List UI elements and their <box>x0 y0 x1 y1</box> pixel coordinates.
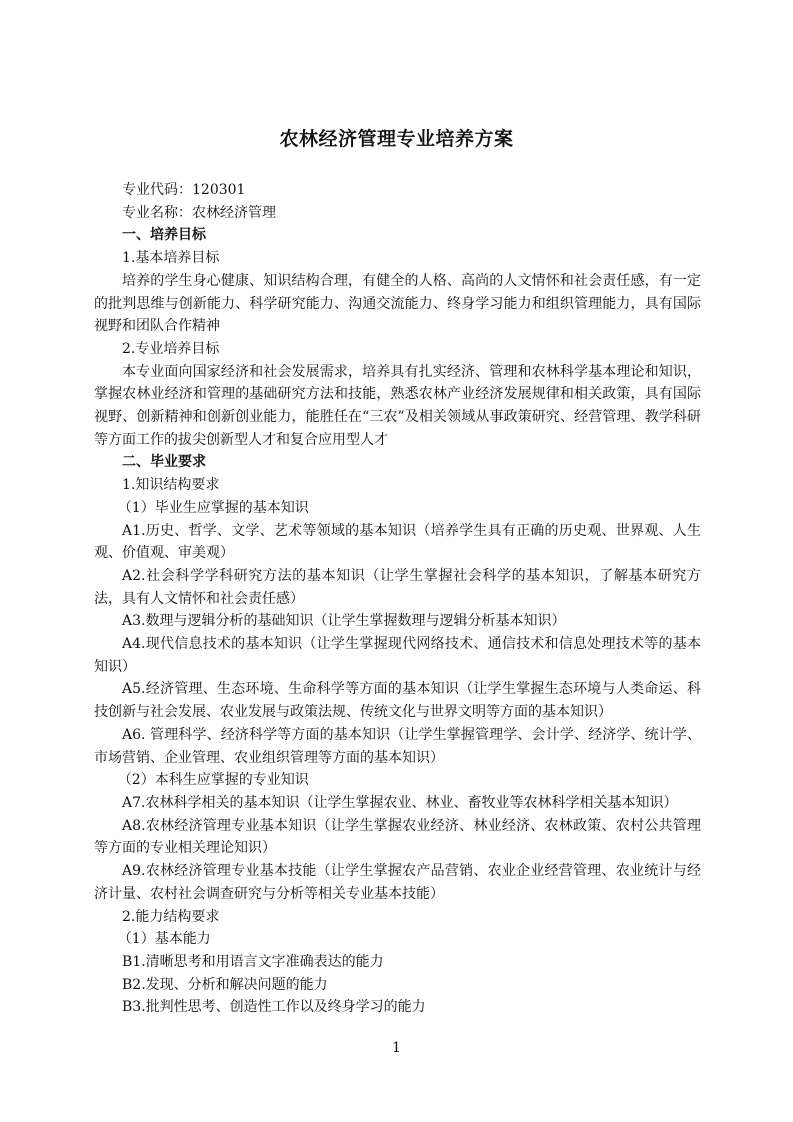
paragraph: A7.农林科学相关的基本知识（让学生掌握农业、林业、畜牧业等农林科学相关基本知识） <box>122 794 678 811</box>
paragraph: A2.社会科学学科研究方法的基本知识（让学生掌握社会科学的基本知识，了解基本研究方法，具有人文情怀和社会责任感） <box>94 567 701 607</box>
paragraph: A6. 管理科学、经济科学等方面的基本知识（让学生掌握管理学、会计学、经济学、统计学、市场营销、企业管理、农业组织管理等方面的基本知识） <box>94 726 701 766</box>
section-heading: 一、培养目标 <box>122 227 206 244</box>
paragraph: 本专业面向国家经济和社会发展需求，培养具有扎实经济、管理和农林科学基本理论和知识，掌握农林业经济和管理的基础研究方法和技能，熟悉农林产业经济发展规律和相关政策，具有国际视野、创新精神和创新创业能力，能胜任在“三农”及相关领域从事政策研究、经营管理、教学科研等方面工作的拔尖创新型人才和复合应用型人才 <box>94 363 701 448</box>
paragraph: B3.批判性思考、创造性工作以及终身学习的能力 <box>122 999 426 1016</box>
subsection-heading: （1）基本能力 <box>117 931 211 948</box>
paragraph: A8.农林经济管理专业基本知识（让学生掌握农业经济、林业经济、农林政策、农村公共管理等方面的专业相关理论知识） <box>94 817 701 857</box>
paragraph: 专业名称：农林经济管理 <box>122 204 276 221</box>
paragraph: A9.农林经济管理专业基本技能（让学生掌握农产品营销、农业企业经营管理、农业统计与经济计量、农村社会调查研究与分析等相关专业基本技能） <box>94 863 701 902</box>
document-title: 农林经济管理专业培养方案 <box>279 128 514 150</box>
paragraph: B2.发现、分析和解决问题的能力 <box>122 976 328 993</box>
document-body <box>94 179 701 1019</box>
paragraph: 2.能力结构要求 <box>122 908 220 925</box>
paragraph: B1.清晰思考和用语言文字准确表达的能力 <box>122 953 384 970</box>
section-heading: 二、毕业要求 <box>122 454 206 471</box>
paragraph: 1.知识结构要求 <box>122 477 220 494</box>
paragraph: 培养的学生身心健康、知识结构合理，有健全的人格、高尚的人文情怀和社会责任感，有一定的批判思维与创新能力、科学研究能力、沟通交流能力、终身学习能力和组织管理能力，具有国际视野和团队合作精神 <box>94 272 701 335</box>
paragraph: A1.历史、哲学、文学、艺术等领域的基本知识（培养学生具有正确的历史观、世界观、人生观、价值观、审美观） <box>94 522 701 562</box>
paragraph: 2.专业培养目标 <box>122 340 220 357</box>
subsection-heading: （2）本科生应掌握的专业知识 <box>117 772 309 789</box>
paragraph: A5.经济管理、生态环境、生命科学等方面的基本知识（让学生掌握生态环境与人类命运、科技创新与社会发展、农业发展与政策法规、传统文化与世界文明等方面的基本知识） <box>94 681 701 721</box>
paragraph: A4.现代信息技术的基本知识（让学生掌握现代网络技术、通信技术和信息处理技术等的基本知识） <box>94 636 701 675</box>
subsection-heading: （1）毕业生应掌握的基本知识 <box>117 499 309 516</box>
paragraph: A3.数理与逻辑分析的基础知识（让学生掌握数理与逻辑分析基本知识） <box>122 613 566 630</box>
page-number: 1 <box>392 1040 401 1056</box>
paragraph: 专业代码：120301 <box>122 182 246 198</box>
paragraph: 1.基本培养目标 <box>122 250 220 267</box>
